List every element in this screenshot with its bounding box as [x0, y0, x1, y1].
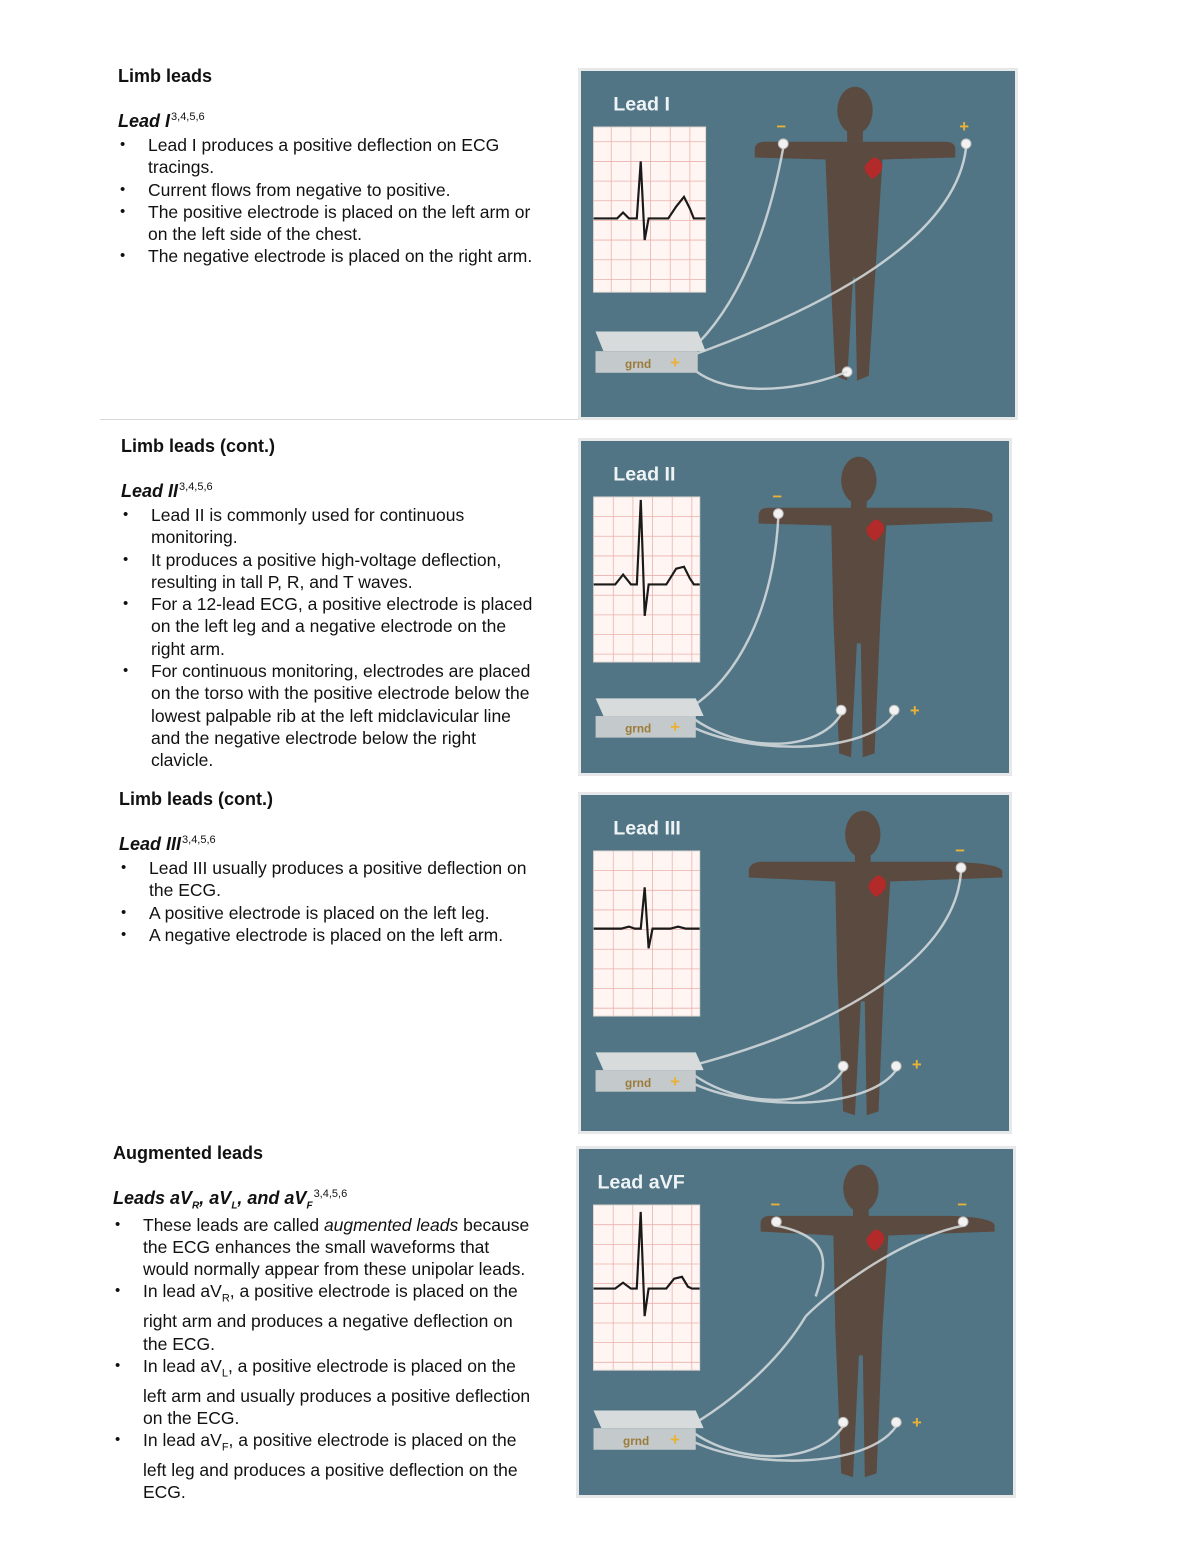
ground-positive-sign: +: [670, 1429, 680, 1449]
text-run: , a positive electrode is placed on the right arm and produces a negative deflection on the ECG.: [143, 1281, 518, 1354]
list-item: • The negative electrode is placed on the right arm.: [118, 245, 538, 267]
section-heading: Limb leads (cont.): [119, 789, 274, 809]
negative-sign: −: [772, 486, 783, 506]
bullet-list: [118, 134, 538, 268]
bullet-list: [113, 1214, 533, 1504]
human-figure: [759, 457, 993, 758]
lead-title-text: Leads aV: [113, 1188, 193, 1208]
ecg-strip: [594, 851, 700, 1016]
ground-label: grnd: [625, 1076, 652, 1090]
text-run: These leads are called: [143, 1214, 324, 1235]
subscript: R: [192, 1200, 200, 1212]
ground-connector: [596, 698, 704, 737]
lead-ii-illustration: [578, 438, 1012, 776]
list-item: • For continuous monitoring, electrodes are placed on the torso with the positive electrode below the lowest palpable rib at the left midclavicular line and the negative electrode below the right clavicle.: [121, 660, 541, 771]
ground-positive-sign: +: [670, 717, 681, 737]
reference-numbers: 3,4,5,6: [171, 111, 205, 123]
lead-title-text: , and aV: [237, 1188, 307, 1208]
text-column: [118, 66, 538, 268]
bullet-list: [121, 504, 541, 772]
figure-svg: [581, 441, 1009, 773]
emphasis: augmented leads: [323, 1214, 459, 1235]
bullet-list: [119, 857, 539, 946]
text-run: , a positive electrode is placed on the left leg and produces a positive deflection on the ECG.: [143, 1430, 518, 1503]
figure-label: Lead II: [613, 463, 676, 486]
lead-title: [119, 834, 539, 855]
list-item: • Lead III usually produces a positive deflection on the ECG.: [119, 857, 539, 902]
lead-title-text: Lead I: [118, 111, 171, 131]
text-run: In lead aV: [143, 1430, 222, 1451]
ground-label: grnd: [625, 722, 652, 736]
ground-connector: [596, 1052, 704, 1091]
figure-label: Lead aVF: [597, 1171, 685, 1194]
lead-i-illustration: [578, 68, 1018, 420]
lead-title-text: Lead III: [119, 834, 182, 854]
positive-sign: +: [959, 116, 969, 136]
lead-title-text: , aV: [199, 1188, 232, 1208]
subscript: L: [231, 1200, 238, 1212]
list-item: [113, 1214, 533, 1281]
ground-label: grnd: [625, 357, 652, 371]
reference-numbers: 3,4,5,6: [313, 1188, 348, 1200]
text-column: [121, 436, 541, 772]
lead-iii-illustration: [578, 792, 1012, 1134]
list-item: • A negative electrode is placed on the left arm.: [119, 924, 539, 946]
lead-title-text: Lead II: [121, 481, 179, 501]
ground-connector: [596, 331, 706, 372]
list-item: • Lead I produces a positive deflection on ECG tracings.: [118, 134, 538, 179]
list-item: • Current flows from negative to positive.: [118, 179, 538, 201]
subscript: R: [221, 1292, 230, 1305]
figure-svg: [581, 71, 1015, 417]
figure-svg: [579, 1149, 1013, 1495]
list-item: [113, 1429, 533, 1503]
lead-title: [118, 111, 538, 132]
figure-label: Lead I: [613, 93, 670, 116]
reference-numbers: 3,4,5,6: [179, 481, 213, 493]
lead-wires: [690, 1226, 963, 1461]
figure-svg: [581, 795, 1009, 1131]
text-run: , a positive electrode is placed on the left arm and usually produces a positive deflection on the ECG.: [143, 1355, 531, 1428]
negative-sign: −: [776, 116, 787, 136]
ground-positive-sign: +: [670, 1071, 680, 1091]
ecg-strip: [594, 1205, 700, 1370]
positive-sign: +: [909, 701, 920, 721]
lead-title: [121, 481, 541, 502]
subscript: F: [221, 1441, 229, 1454]
subscript: L: [221, 1367, 228, 1380]
lead-avf-illustration: [576, 1146, 1016, 1498]
list-item: [113, 1355, 533, 1429]
ecg-strip: [594, 497, 700, 662]
text-run: In lead aV: [143, 1281, 222, 1302]
positive-sign: +: [911, 1055, 922, 1075]
ground-positive-sign: +: [670, 352, 680, 372]
text-column: [113, 1143, 533, 1504]
reference-numbers: 3,4,5,6: [182, 834, 216, 846]
section-heading: Augmented leads: [113, 1143, 264, 1163]
text-run: In lead aV: [143, 1355, 222, 1376]
ground-connector: [594, 1410, 704, 1449]
section-heading: Limb leads (cont.): [121, 436, 276, 456]
figure-label: Lead III: [613, 817, 681, 840]
ground-label: grnd: [623, 1434, 650, 1448]
text-column: [119, 789, 539, 946]
list-item: • A positive electrode is placed on the left leg.: [119, 902, 539, 924]
list-item: • Lead II is commonly used for continuous monitoring.: [121, 504, 541, 549]
section-heading: Limb leads: [118, 66, 213, 86]
text-run: because the ECG enhances the small waveforms that would normally appear from these unipolar leads.: [143, 1214, 530, 1280]
ecg-strip: [594, 127, 706, 292]
lead-title: [113, 1188, 533, 1212]
list-item: • It produces a positive high-voltage deflection, resulting in tall P, R, and T waves.: [121, 549, 541, 594]
list-item: • The positive electrode is placed on the left arm or on the left side of the chest.: [118, 201, 538, 246]
list-item: [113, 1280, 533, 1354]
list-item: • For a 12-lead ECG, a positive electrode is placed on the left leg and a negative electrode on the right arm.: [121, 593, 541, 660]
negative-sign: −: [770, 1194, 781, 1214]
section-divider: [100, 419, 578, 420]
subscript: F: [306, 1200, 313, 1212]
negative-sign: −: [957, 1194, 967, 1214]
negative-sign: −: [955, 840, 965, 860]
positive-sign: +: [911, 1413, 922, 1433]
